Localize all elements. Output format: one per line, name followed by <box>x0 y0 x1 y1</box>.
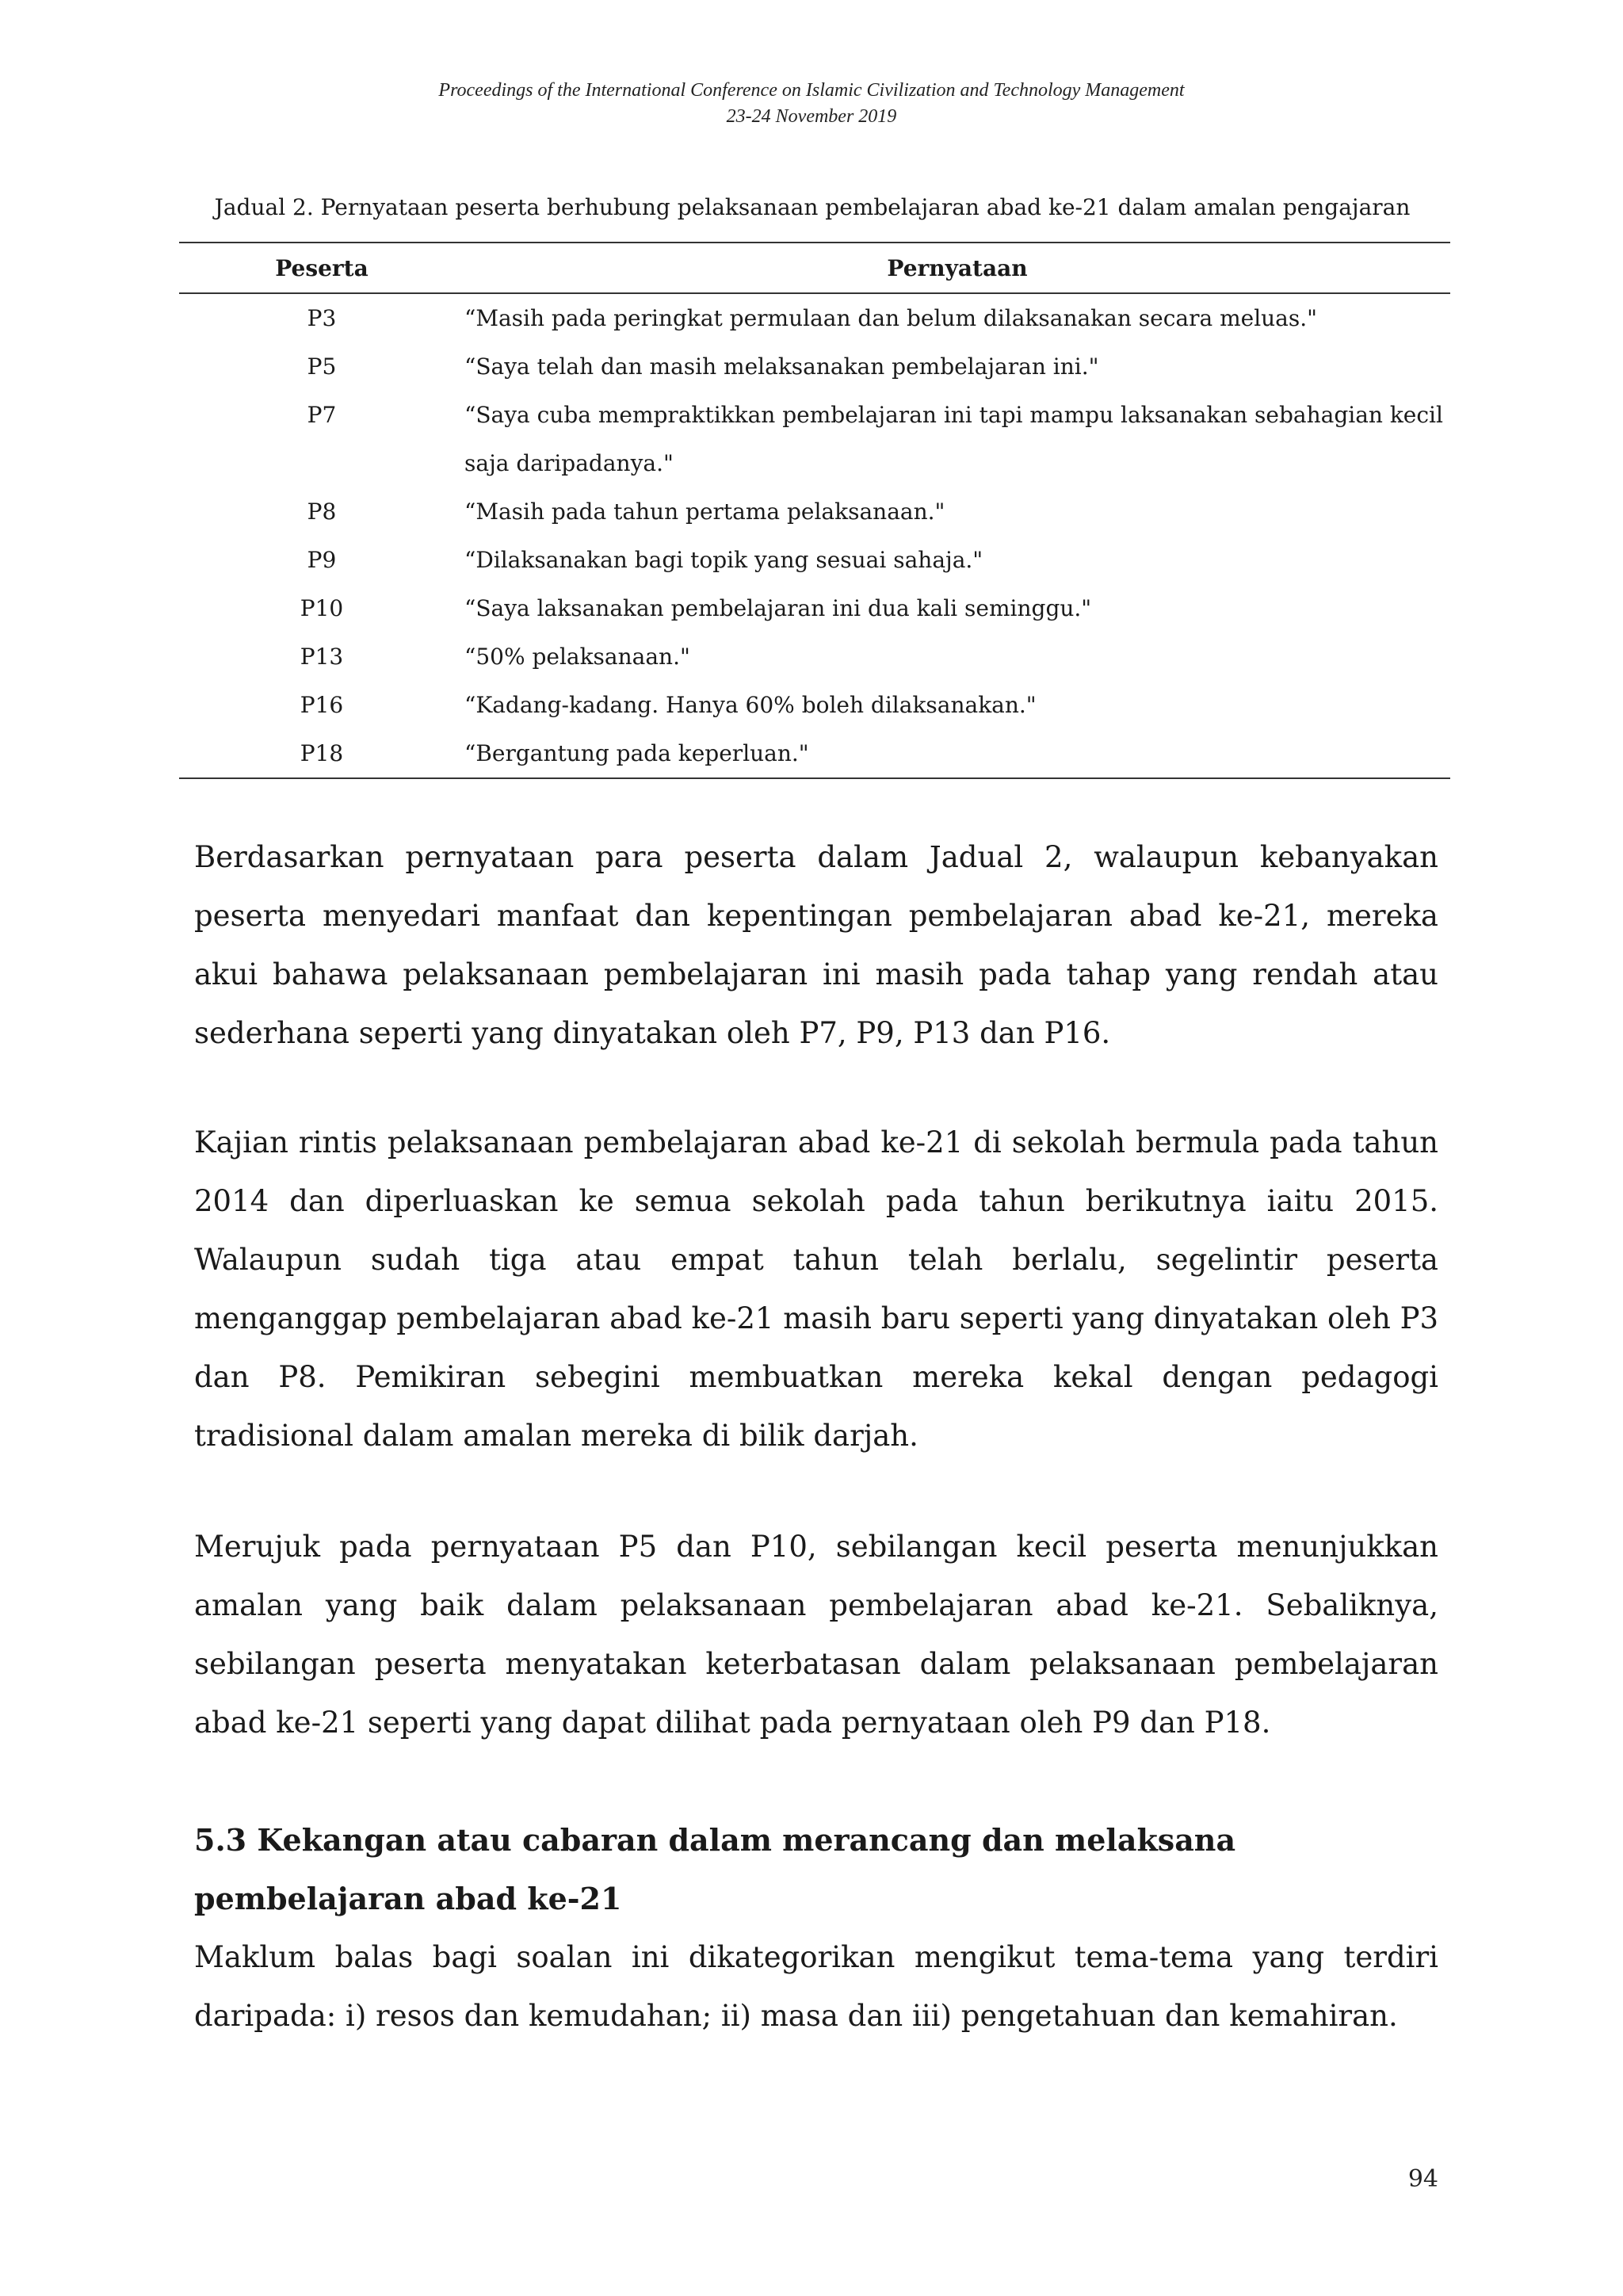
table-caption: Jadual 2. Pernyataan peserta berhubung pelaksanaan pembelajaran abad ke-21 dalam amalan pengajaran <box>214 194 1411 220</box>
participant-cell: P7 <box>307 402 337 428</box>
statement-cell: “Masih pada peringkat permulaan dan belum dilaksanakan secara meluas." <box>464 305 1318 331</box>
table-row <box>179 487 1450 536</box>
page-number: 94 <box>1407 2165 1438 2193</box>
table-row <box>179 391 1450 487</box>
participant-cell: P16 <box>300 692 344 718</box>
table-row <box>179 632 1450 681</box>
body-paragraph-3: Merujuk pada pernyataan P5 dan P10, sebilangan kecil peserta menunjukkan amalan yang baik dalam pelaksanaan pembelajaran abad ke-21. Sebaliknya, sebilangan peserta menyatakan keterbatasan dalam pelaksanaan pembelajaran abad ke-21 seperti yang dapat dilihat pada pernyataan oleh P9 dan P18. <box>194 1530 1438 1740</box>
statement-cell: “Masih pada tahun pertama pelaksanaan." <box>464 499 945 525</box>
header-conference-date: 23-24 November 2019 <box>726 106 897 127</box>
table-header-row <box>179 243 1450 293</box>
running-header <box>0 78 1623 130</box>
table-row <box>179 584 1450 632</box>
body-paragraph-2: Kajian rintis pelaksanaan pembelajaran abad ke-21 di sekolah bermula pada tahun 2014 dan diperluaskan ke semua sekolah pada tahun berikutnya iaitu 2015. Walaupun sudah tiga atau empat tahun telah berlalu, segelintir peserta menganggap pembelajaran abad ke-21 masih baru seperti yang dinyatakan oleh P3 dan P8. Pemikiran sebegini membuatkan mereka kekal dengan pedagogi tradisional dalam amalan mereka di bilik darjah. <box>194 1125 1438 1453</box>
table-row <box>179 293 1450 342</box>
statement-cell: “Saya laksanakan pembelajaran ini dua kali seminggu." <box>464 595 1092 621</box>
statements-table <box>179 242 1450 779</box>
participant-cell: P13 <box>300 644 344 670</box>
participant-cell: P8 <box>307 499 337 525</box>
statement-cell: “Bergantung pada keperluan." <box>464 729 1450 778</box>
participant-cell: P9 <box>307 547 337 573</box>
participant-cell: P5 <box>307 353 337 380</box>
column-header-participant: Peserta <box>179 243 464 293</box>
body-paragraph-4: Maklum balas bagi soalan ini dikategorikan mengikut tema-tema yang terdiri daripada: i) resos dan kemudahan; ii) masa dan iii) pengetahuan dan kemahiran. <box>194 1940 1438 2033</box>
statement-cell: “Saya telah dan masih melaksanakan pembelajaran ini." <box>464 353 1099 380</box>
table-row <box>179 536 1450 584</box>
statement-cell: “Dilaksanakan bagi topik yang sesuai sahaja." <box>464 547 983 573</box>
statement-cell: “50% pelaksanaan." <box>464 644 690 670</box>
table-row <box>179 681 1450 729</box>
participant-cell: P10 <box>300 595 344 621</box>
body-paragraph-1: Berdasarkan pernyataan para peserta dalam Jadual 2, walaupun kebanyakan peserta menyedari manfaat dan kepentingan pembelajaran abad ke-21, mereka akui bahawa pelaksanaan pembelajaran ini masih pada tahap yang rendah atau sederhana seperti yang dinyatakan oleh P7, P9, P13 dan P16. <box>194 840 1438 1050</box>
table-row <box>179 342 1450 391</box>
column-header-statement: Pernyataan <box>464 243 1450 293</box>
statement-cell: “Kadang-kadang. Hanya 60% boleh dilaksanakan." <box>464 692 1037 718</box>
participant-cell: P18 <box>179 729 464 778</box>
header-conference-title: Proceedings of the International Conference on Islamic Civilization and Technology Management <box>438 80 1185 101</box>
table-row <box>179 729 1450 778</box>
participant-cell: P3 <box>307 305 337 331</box>
statement-cell: “Saya cuba mempraktikkan pembelajaran ini tapi mampu laksanakan sebahagian kecil saja daripadanya." <box>464 402 1443 476</box>
section-heading: 5.3 Kekangan atau cabaran dalam merancang dan melaksana pembelajaran abad ke-21 <box>194 1822 1236 1916</box>
